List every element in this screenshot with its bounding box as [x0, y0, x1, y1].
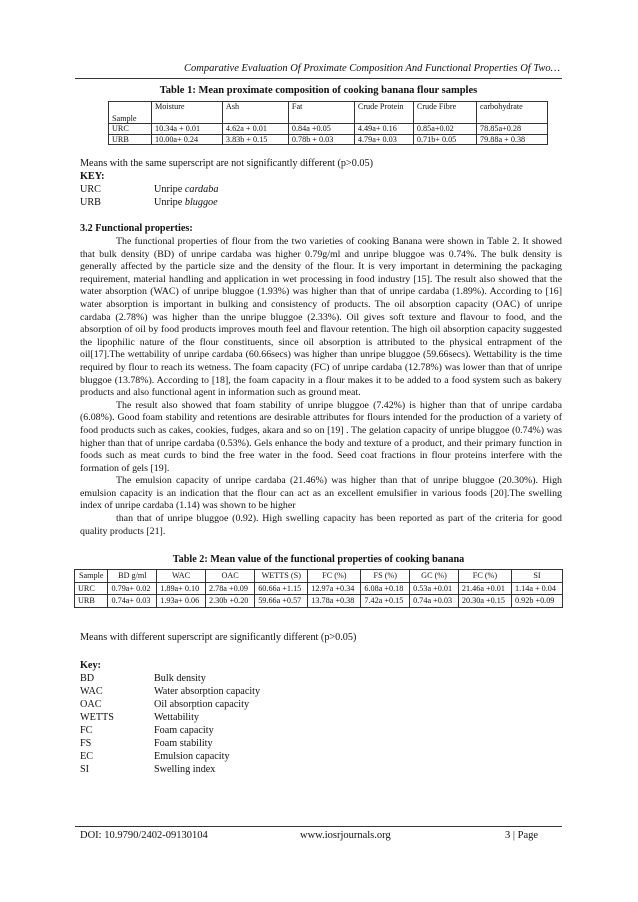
value-cell: 12.97a +0.34 — [308, 582, 361, 595]
value-cell: 6.08a +0.18 — [361, 582, 410, 595]
column-header: SI — [511, 570, 562, 583]
key-meaning: Swelling index — [154, 764, 216, 775]
key-name: cardaba — [184, 184, 219, 195]
key2-item — [80, 725, 214, 736]
paragraph-4: than that of unripe bluggoe (0.92). High swelling capacity has been reported as part of the criteria for good quality products [21]. — [80, 513, 562, 537]
value-cell: 21.46a +0.01 — [458, 582, 511, 595]
column-header: Ash — [222, 102, 288, 124]
key2-item — [80, 712, 199, 723]
key-code: WETTS — [80, 712, 114, 723]
key1-item — [80, 184, 218, 195]
key-prefix: Unripe — [154, 197, 185, 208]
value-cell: 78.85a+0.28 — [477, 124, 548, 135]
sample-cell: URB — [75, 595, 108, 608]
key2-title: Key: — [80, 660, 101, 671]
key2-item — [80, 751, 230, 762]
key2-item — [80, 738, 213, 749]
key2-item — [80, 686, 260, 697]
key-meaning: Foam capacity — [154, 725, 214, 736]
body-text — [80, 236, 562, 538]
value-cell: 4.62a + 0.01 — [222, 124, 288, 135]
key-meaning: Oil absorption capacity — [154, 699, 250, 710]
value-cell: 0.71b+ 0.05 — [413, 134, 476, 145]
value-cell: 0.74a+ 0.03 — [108, 595, 157, 608]
value-cell: 10.00a+ 0.24 — [152, 134, 223, 145]
key-code: BD — [80, 673, 95, 684]
key-meaning: Wettability — [154, 712, 200, 723]
value-cell: 0.85a+0.02 — [413, 124, 476, 135]
table-row — [75, 595, 563, 608]
footer-rule — [75, 826, 562, 827]
column-header: FC (%) — [458, 570, 511, 583]
key-code: WAC — [80, 686, 103, 697]
key-code: URC — [80, 184, 101, 195]
key-meaning: Emulsion capacity — [154, 751, 230, 762]
value-cell: 7.42a +0.15 — [361, 595, 410, 608]
column-header: WAC — [157, 570, 206, 583]
value-cell: 2.78a +0.09 — [205, 582, 254, 595]
value-cell: 0.79a+ 0.02 — [108, 582, 157, 595]
key-code: EC — [80, 751, 94, 762]
key-prefix: Unripe — [154, 184, 185, 195]
table-row — [109, 124, 548, 135]
paragraph-2: The result also showed that foam stability of unripe bluggoe (7.42%) is higher than that of unripe cardaba (6.08%). Good foam stability and retentions are desirable attributes for flours intended for the production of a variety of food products such as cakes, cookies, fudges, akara and so on [19] . The gelation capacity of unripe bluggoe (0.74%) was higher than that of unripe cardaba (0.53%). Gels enhance the body and texture of a product, and their primary function in foods such as meat curds to bind the free water in the food. Seed coat fractions in flour proteins interfere with the formation of gels [19]. — [80, 399, 562, 474]
key-meaning: Water absorption capacity — [154, 686, 261, 697]
functional-properties-table — [74, 569, 563, 608]
value-cell: 60.66a +1.15 — [255, 582, 308, 595]
key1-item — [80, 197, 218, 208]
column-header: Crude Protein — [354, 102, 413, 124]
column-header: FC (%) — [308, 570, 361, 583]
value-cell: 0.74a +0.03 — [410, 595, 459, 608]
value-cell: 0.92b +0.09 — [511, 595, 562, 608]
column-header: Moisture — [152, 102, 223, 124]
header-rule — [75, 78, 562, 79]
proximate-composition-table — [108, 101, 548, 145]
column-header: BD g/ml — [108, 570, 157, 583]
sample-cell: URC — [75, 582, 108, 595]
table-row — [75, 582, 563, 595]
value-cell: 1.93a+ 0.06 — [157, 595, 206, 608]
key-code: SI — [80, 764, 90, 775]
table-header-row — [109, 102, 548, 124]
table1-note: Means with the same superscript are not significantly different (p>0.05) — [80, 158, 373, 169]
key1-title: KEY: — [80, 171, 105, 182]
table2-title: Table 2: Mean value of the functional properties of cooking banana — [172, 554, 465, 565]
column-header: FS (%) — [361, 570, 410, 583]
table1-title: Table 1: Mean proximate composition of cooking banana flour samples — [159, 85, 478, 96]
footer-website: www.iosrjournals.org — [300, 830, 391, 841]
sample-cell: URC — [109, 124, 152, 135]
table2-note: Means with different superscript are significantly different (p>0.05) — [80, 632, 357, 643]
key-code: FC — [80, 725, 93, 736]
column-header: Fat — [288, 102, 354, 124]
value-cell: 0.78b + 0.03 — [288, 134, 354, 145]
key2-item — [80, 699, 249, 710]
value-cell: 2.30b +0.20 — [205, 595, 254, 608]
value-cell: 4.79a+ 0.03 — [354, 134, 413, 145]
column-header: OAC — [205, 570, 254, 583]
table-row — [109, 134, 548, 145]
section-heading: 3.2 Functional properties: — [80, 223, 193, 234]
paragraph-1: The functional properties of flour from the two varieties of cooking Banana were shown in Table 2. It showed that bulk density (BD) of unripe cardaba was higher 0.79g/ml and unripe bluggoe was 0.74%. The bulk density is generally affected by the particle size and the density of the flour. It is very important in determining the packaging requirement, material handling and application in wet processing in food industry [15]. The result also showed that the water absorption (WAC) of unripe bluggoe (1.93%) was higher than that of unripe cardaba (1.89%). According to [16] water absorption is important in bulking and consistency of products. The oil absorption capacity (OAC) of unripe cardaba (2.78%) was higher than the unripe bluggoe (2.33%). Oil gives soft texture and flavour to food, and the absorption of oil by food products improves mouth feel and flavour retention. The high oil absorption capacity suggested the lipophilic nature of the flour constituents, since oil absorption is attributed to the physical entrapment of the oil[17].The wettability of unripe cardaba (60.66secs) was higher than unripe bluggoe (59.66secs). Wettability is the time required by flour to reach its wetness. The foam capacity (FC) of unripe cardaba (12.78%) was lower than that of unripe bluggoe (13.78%). According to [18], the foam capacity in a flour makes it to be added to a food system such as bakery products and also functional agent in information such as ground meat. — [80, 236, 562, 399]
key-meaning: Bulk density — [154, 673, 206, 684]
column-header: WETTS (S) — [255, 570, 308, 583]
column-header: GC (%) — [410, 570, 459, 583]
key-name: bluggoe — [184, 197, 218, 208]
value-cell: 10.34a + 0.01 — [152, 124, 223, 135]
value-cell: 20.30a +0.15 — [458, 595, 511, 608]
value-cell: 79.88a + 0.38 — [477, 134, 548, 145]
value-cell: 0.84a +0.05 — [288, 124, 354, 135]
footer-page: 3 | Page — [505, 830, 539, 841]
column-header: carbohydrate — [477, 102, 548, 124]
paragraph-3: The emulsion capacity of unripe cardaba (21.46%) was higher than that of unripe bluggoe (20.30%). High emulsion capacity is an indication that the flour can act as an excellent emulsifier in various foods [20].The swelling index of unripe cardaba (1.14) was shown to be higher — [80, 475, 562, 512]
key-code: OAC — [80, 699, 102, 710]
column-header: Sample — [75, 570, 108, 583]
footer-doi: DOI: 10.9790/2402-09130104 — [80, 830, 208, 841]
key-code: URB — [80, 197, 101, 208]
value-cell: 13.78a +0.38 — [308, 595, 361, 608]
table-header-row — [75, 570, 563, 583]
key-code: FS — [80, 738, 92, 749]
value-cell: 59.66a +0.57 — [255, 595, 308, 608]
value-cell: 0.53a +0.01 — [410, 582, 459, 595]
key2-item — [80, 764, 215, 775]
value-cell: 4.49a+ 0.16 — [354, 124, 413, 135]
value-cell: 1.89a+ 0.10 — [157, 582, 206, 595]
sample-header: Sample — [109, 102, 152, 124]
key2-item — [80, 673, 206, 684]
column-header: Crude Fibre — [413, 102, 476, 124]
running-title: Comparative Evaluation Of Proximate Composition And Functional Properties Of Two… — [184, 63, 560, 74]
value-cell: 3.83b + 0.15 — [222, 134, 288, 145]
sample-cell: URB — [109, 134, 152, 145]
value-cell: 1.14a + 0.04 — [511, 582, 562, 595]
key-meaning: Foam stability — [154, 738, 213, 749]
